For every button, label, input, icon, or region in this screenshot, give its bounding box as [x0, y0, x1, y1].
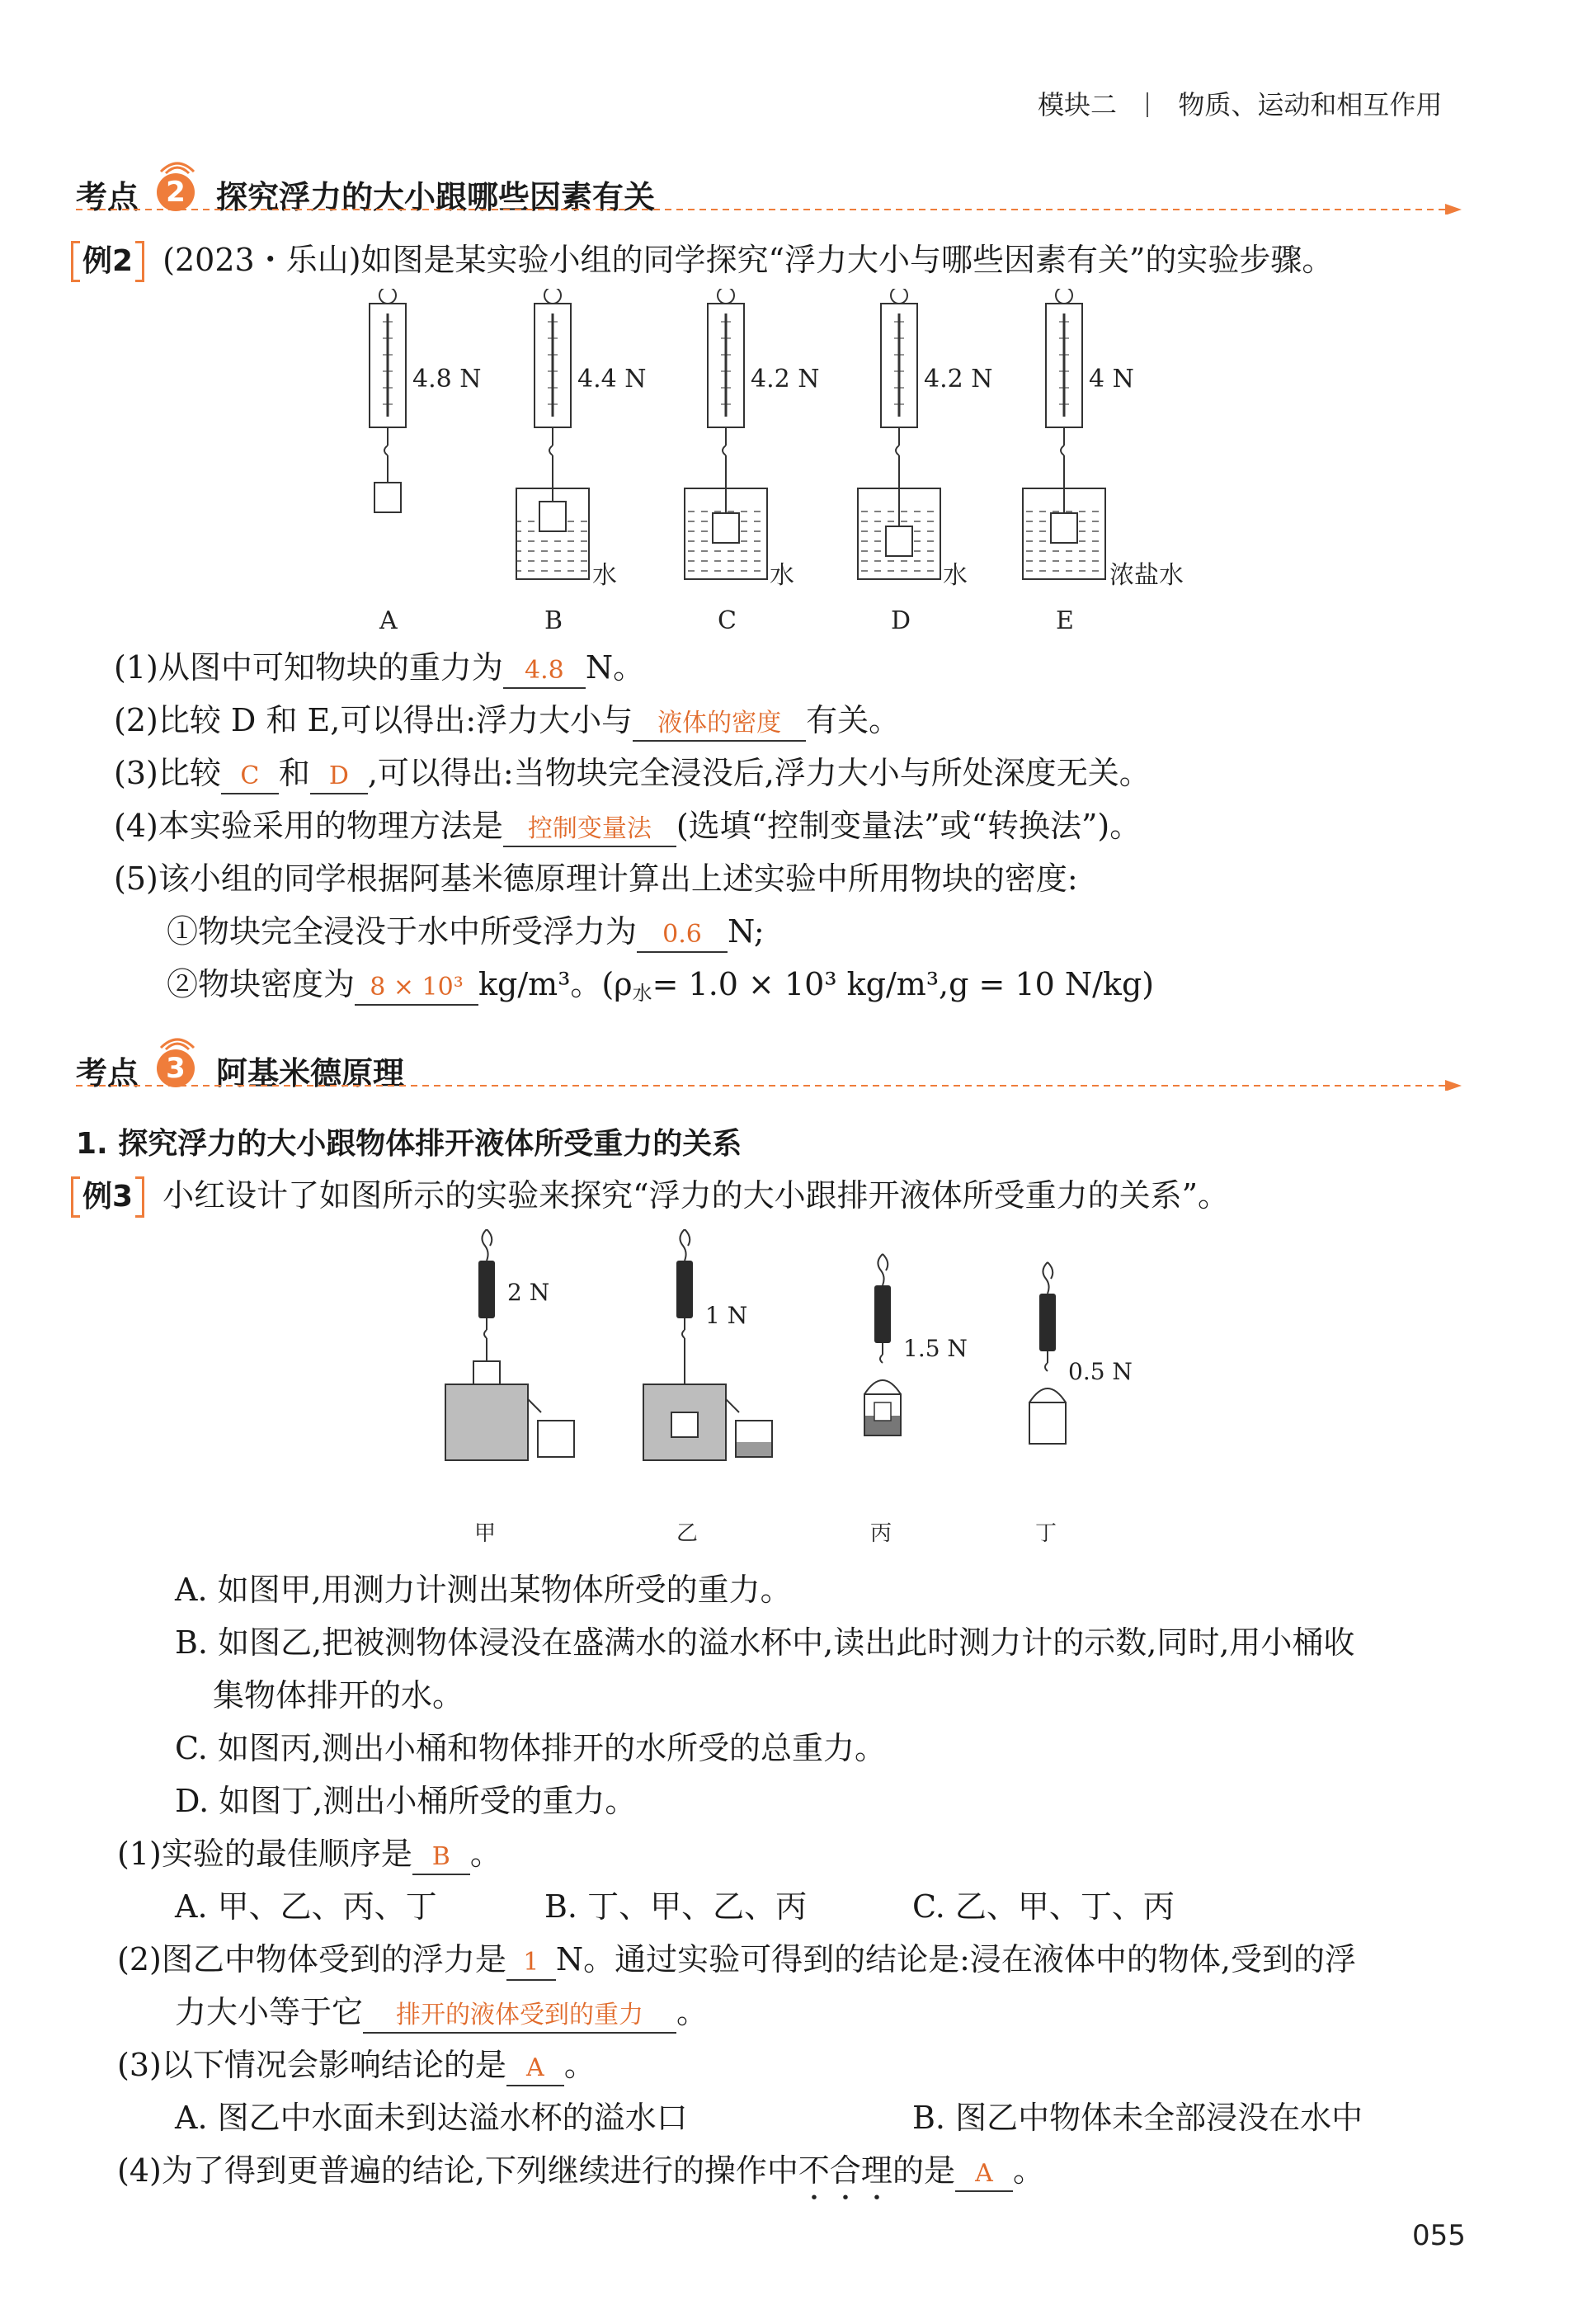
e3-q4-text: (4)为了得到更普遍的结论,下列继续进行的操作中: [117, 2152, 798, 2189]
reading-yi: 1 N: [705, 1302, 748, 1329]
section-underline: [76, 1074, 1470, 1091]
reading-c: 4.2 N: [751, 365, 820, 394]
fig-label-a: A: [379, 606, 398, 635]
e3-q3-answer: A: [506, 2052, 564, 2086]
header-module: 模块二: [1038, 89, 1118, 120]
e3-q2-answer: 1: [506, 1946, 556, 1981]
e3-q1-option-b: B. 丁、甲、乙、丙: [544, 1888, 808, 1925]
e2-question-5a: [167, 911, 765, 953]
e3-q1-answer: B: [412, 1841, 470, 1875]
page-number: 055: [1412, 2219, 1466, 2252]
e2-q4-end: (选填“控制变量法”或“转换法”)。: [676, 808, 1142, 844]
e3-q2-text: (2)图乙中物体受到的浮力是: [117, 1941, 506, 1978]
e2-q3-and: 和: [278, 755, 310, 791]
step-b-line-1: B. 如图乙,把被测物体浸没在盛满水的溢水杯中,读出此时测力计的示数,同时,用小桶收: [175, 1624, 1355, 1661]
header-title: 物质、运动和相互作用: [1178, 89, 1443, 120]
reading-b: 4.4 N: [577, 365, 647, 394]
e3-question-1: [117, 1833, 502, 1875]
e2-q3-answer-2: D: [310, 760, 368, 794]
e2-q1-unit: N。: [585, 649, 645, 686]
scale-d: [858, 289, 940, 579]
e3-q2b-text: 力大小等于它: [175, 1994, 364, 2030]
e2-question-3: [114, 752, 1151, 794]
section-number-badge: 2: [157, 173, 195, 211]
scale-b: [516, 289, 589, 579]
scale-e: [1023, 289, 1105, 579]
subheading: 1. 探究浮力的大小跟物体排开液体所受重力的关系: [76, 1127, 742, 1161]
liquid-label-d: 水: [943, 561, 968, 590]
e2-q5a-answer: 0.6: [637, 918, 728, 953]
e3-q3-option-a: A. 图乙中水面未到达溢水杯的溢水口: [175, 2100, 688, 2136]
e2-question-1: [114, 647, 644, 689]
step-c: C. 如图丙,测出小桶和物体排开的水所受的总重力。: [175, 1730, 886, 1766]
e3-q4-end: 。: [1012, 2152, 1044, 2189]
section-title: 探究浮力的大小跟哪些因素有关: [216, 179, 656, 215]
setup-jia: [445, 1229, 574, 1460]
step-b-line-2: 集物体排开的水。: [213, 1677, 464, 1714]
e3-q1-text: (1)实验的最佳顺序是: [117, 1836, 412, 1872]
fig-label-d: D: [891, 606, 911, 635]
setup-yi: [643, 1229, 772, 1460]
liquid-label-b: 水: [592, 561, 617, 590]
e3-q3-end: 。: [563, 2047, 596, 2083]
e2-q1-answer: 4.8: [503, 654, 586, 689]
e2-question-5b: [167, 964, 1154, 1014]
step-a: A. 如图甲,用测力计测出某物体所受的重力。: [175, 1572, 792, 1608]
e3-q2-end: N。通过实验可得到的结论是:浸在液体中的物体,受到的浮: [555, 1941, 1356, 1978]
e2-q2-text: (2)比较 D 和 E,可以得出:浮力大小与: [114, 702, 633, 738]
e2-q3-end: ,可以得出:当物块完全浸没后,浮力大小与所处深度无关。: [367, 755, 1151, 791]
section-underline: [76, 198, 1470, 214]
e2-q5b-given: = 1.0 × 10³ kg/m³,g = 10 N/kg): [652, 966, 1155, 1002]
section-number-badge: 3: [157, 1049, 195, 1087]
e3-q4-answer: A: [955, 2157, 1013, 2192]
fig-label-e: E: [1056, 606, 1074, 635]
reading-a: 4.8 N: [412, 365, 482, 394]
e3-q1-end: 。: [469, 1836, 502, 1872]
e3-q4-emphasis: 不合理: [798, 2152, 892, 2189]
e2-question-5: [114, 858, 1078, 899]
header-divider: [1147, 92, 1148, 117]
section-heading-2: [76, 165, 1462, 218]
reading-jia: 2 N: [507, 1279, 550, 1306]
e2-q5b-answer: 8 × 10³: [355, 971, 478, 1006]
e3-q2b-end: 。: [676, 1994, 709, 2030]
example-tag: 例2: [76, 241, 139, 282]
example3-intro-text: 小红设计了如图所示的实验来探究“浮力的大小跟排开液体所受重力的关系”。: [162, 1177, 1230, 1214]
liquid-label-e: 浓盐水: [1109, 561, 1184, 590]
example2-intro-text: (2023・乐山)如图是某实验小组的同学探究“浮力大小与哪些因素有关”的实验步骤。: [162, 242, 1334, 278]
reading-d: 4.2 N: [924, 365, 993, 394]
example-tag: 例3: [76, 1176, 139, 1218]
e2-q4-answer: 控制变量法: [503, 813, 676, 847]
e2-q2-end: 有关。: [806, 702, 901, 738]
e2-q5b-unit: kg/m³。(ρ: [478, 966, 633, 1002]
section-heading-3: [76, 1041, 1462, 1094]
e3-question-2b: [175, 1992, 708, 2034]
e2-q5a-text: ①物块完全浸没于水中所受浮力为: [167, 913, 638, 950]
e2-q4-text: (4)本实验采用的物理方法是: [114, 808, 503, 844]
e3-question-2: [117, 1939, 1356, 1981]
liquid-label-c: 水: [770, 561, 794, 590]
e2-q5b-text: ②物块密度为: [167, 966, 356, 1002]
fig-label-ding: 丁: [1035, 1521, 1057, 1546]
fig-label-jia: 甲: [474, 1521, 497, 1546]
scale-c: [685, 289, 767, 579]
e3-question-4: [117, 2150, 1044, 2207]
figure-spring-scales: [330, 289, 1237, 643]
e2-q5b-rho-sub: 水: [632, 982, 652, 1005]
fig-label-yi: 乙: [676, 1521, 699, 1546]
example2-intro: [76, 239, 1333, 282]
section-label: 考点: [76, 179, 139, 215]
fig-label-b: B: [544, 606, 563, 635]
e3-q3-option-b: B. 图乙中物体未全部浸没在水中: [912, 2100, 1363, 2136]
reading-e: 4 N: [1089, 365, 1134, 394]
setup-bing: [864, 1254, 901, 1435]
section-label: 考点: [76, 1055, 139, 1091]
reading-ding: 0.5 N: [1068, 1358, 1133, 1385]
fig-label-bing: 丙: [870, 1521, 892, 1546]
example3-intro: [76, 1175, 1229, 1218]
e2-q3-text: (3)比较: [114, 755, 221, 791]
e3-q2b-answer: 排开的液体受到的重力: [363, 1999, 676, 2034]
figure-overflow-cup: [429, 1229, 1171, 1559]
signal-icon: [154, 1026, 200, 1051]
section-title: 阿基米德原理: [216, 1055, 405, 1091]
e2-q5a-unit: N;: [728, 913, 765, 950]
e2-q1-text: (1)从图中可知物块的重力为: [114, 649, 503, 686]
e3-q1-option-a: A. 甲、乙、丙、丁: [175, 1888, 437, 1925]
e3-q3-text: (3)以下情况会影响结论的是: [117, 2047, 506, 2083]
signal-icon: [154, 150, 200, 175]
e2-question-4: [114, 805, 1141, 847]
e3-q1-option-c: C. 乙、甲、丁、丙: [912, 1888, 1175, 1925]
e2-question-2: [114, 700, 900, 742]
e3-question-3: [117, 2044, 596, 2086]
setup-ding: [1029, 1262, 1066, 1444]
header: [1038, 84, 1442, 122]
fig-label-c: C: [718, 606, 737, 635]
e2-q2-answer: 液体的密度: [633, 707, 806, 742]
step-d: D. 如图丁,测出小桶所受的重力。: [175, 1783, 637, 1819]
e2-q3-answer-1: C: [221, 760, 279, 794]
reading-bing: 1.5 N: [903, 1335, 968, 1362]
scale-a: [370, 289, 406, 512]
e2-q5-text: (5)该小组的同学根据阿基米德原理计算出上述实验中所用物块的密度:: [114, 860, 1078, 897]
e3-q4-text-2: 的是: [892, 2152, 955, 2189]
